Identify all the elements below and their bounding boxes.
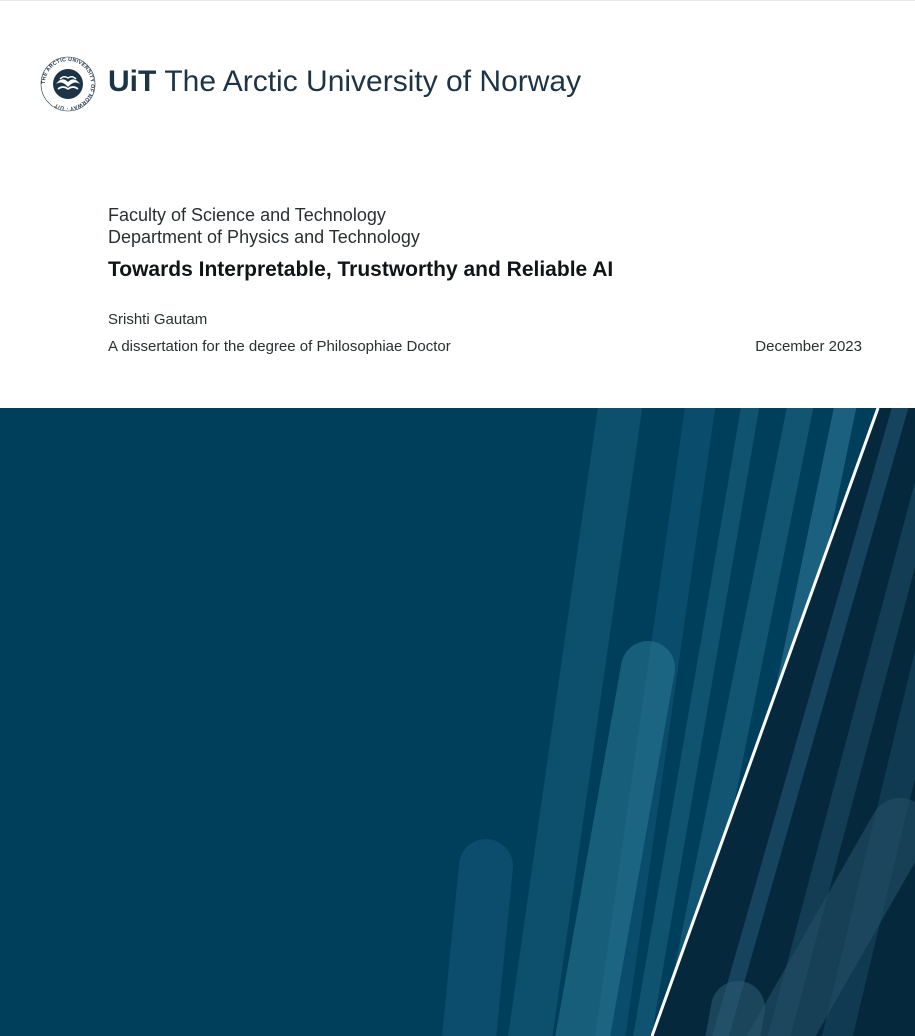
university-full-name: The Arctic University of Norway [164, 65, 582, 98]
top-divider [0, 0, 915, 1]
uit-seal-logo-icon [40, 56, 96, 112]
dissertation-title: Towards Interpretable, Trustworthy and Reliable AI [108, 258, 614, 281]
svg-text:THE ARCTIC UNIVERSITY OF NORWA: THE ARCTIC UNIVERSITY OF NORWAY · UiT [40, 56, 96, 112]
cover-graphic [0, 408, 915, 1036]
department-name: Department of Physics and Technology [108, 227, 420, 247]
publication-date: December 2023 [755, 338, 862, 355]
faculty-name: Faculty of Science and Technology [108, 205, 386, 225]
author-name: Srishti Gautam [108, 311, 208, 328]
university-short-name: UiT [108, 65, 157, 98]
degree-statement: A dissertation for the degree of Philosophiae Doctor [108, 338, 451, 355]
university-name [108, 62, 581, 102]
